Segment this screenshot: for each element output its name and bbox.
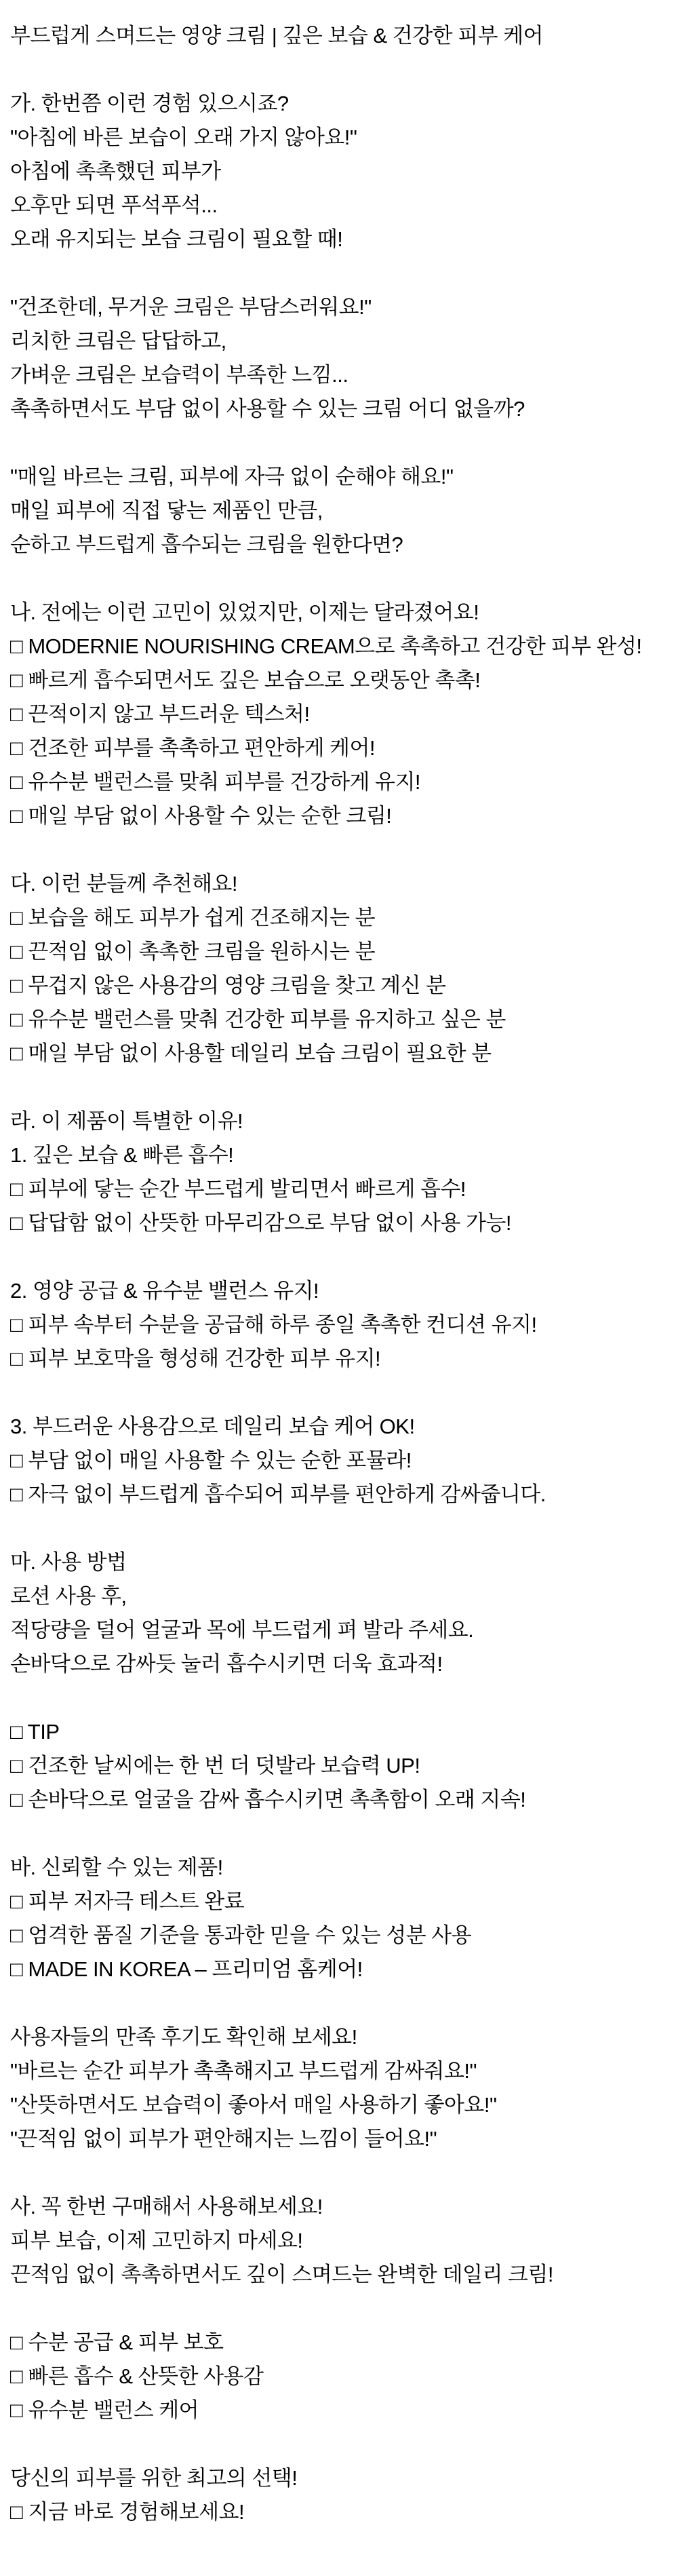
text-line: 당신의 피부를 위한 최고의 선택! xyxy=(10,2466,298,2490)
paragraph-ra-special-2 xyxy=(10,1274,668,1376)
text-line: □ 건조한 날씨에는 한 번 더 덧발라 보습력 UP! xyxy=(10,1754,420,1777)
text-line: 촉촉하면서도 부담 없이 사용할 수 있는 크림 어디 없을까? xyxy=(10,397,525,421)
text-line: 오후만 되면 푸석푸석... xyxy=(10,193,218,217)
text-line: 아침에 촉촉했던 피부가 xyxy=(10,159,221,183)
text-line: "끈적임 없이 피부가 편안해지는 느낌이 들어요!" xyxy=(10,2127,437,2151)
text-line: 피부 보습, 이제 고민하지 마세요! xyxy=(10,2229,303,2252)
text-line: □ MADE IN KOREA – 프리미엄 홈케어! xyxy=(10,1957,363,1981)
paragraph-na-solution xyxy=(10,596,668,833)
text-line: 바. 신뢰할 수 있는 제품! xyxy=(10,1856,223,1879)
paragraph-ra-special-1 xyxy=(10,1104,668,1240)
text-line: 오래 유지되는 보습 크림이 필요할 때! xyxy=(10,227,343,251)
text-line: 사용자들의 만족 후기도 확인해 보세요! xyxy=(10,2025,357,2049)
page-title: 부드럽게 스며드는 영양 크림 | 깊은 보습 & 건강한 피부 케어 xyxy=(10,24,544,47)
text-line: □ 피부 속부터 수분을 공급해 하루 종일 촉촉한 컨디션 유지! xyxy=(10,1313,537,1337)
text-line: □ 피부에 닿는 순간 부드럽게 발리면서 빠르게 흡수! xyxy=(10,1177,466,1201)
text-line: □ 빠른 흡수 & 산뜻한 사용감 xyxy=(10,2364,264,2388)
paragraph-ga-heavy-cream xyxy=(10,290,668,426)
paragraph-title xyxy=(10,19,668,53)
text-line: □ 엄격한 품질 기준을 통과한 믿을 수 있는 성분 사용 xyxy=(10,1923,472,1947)
text-line: □ 부담 없이 매일 사용할 수 있는 순한 포뮬라! xyxy=(10,1448,412,1472)
text-line: 1. 깊은 보습 & 빠른 흡수! xyxy=(10,1143,234,1167)
text-line: □ 무겁지 않은 사용감의 영양 크림을 찾고 계신 분 xyxy=(10,974,446,997)
text-line: 순하고 부드럽게 흡수되는 크림을 원한다면? xyxy=(10,533,403,556)
paragraph-ma-usage xyxy=(10,1545,668,1681)
text-line: 손바닥으로 감싸듯 눌러 흡수시키면 더욱 효과적! xyxy=(10,1652,443,1676)
text-line: 가벼운 크림은 보습력이 부족한 느낌... xyxy=(10,363,348,387)
text-line: "건조한데, 무거운 크림은 부담스러워요!" xyxy=(10,295,372,319)
text-line: □ 답답함 없이 산뜻한 마무리감으로 부담 없이 사용 가능! xyxy=(10,1211,512,1235)
text-line: 3. 부드러운 사용감으로 데일리 보습 케어 OK! xyxy=(10,1415,415,1438)
paragraph-closing xyxy=(10,2461,668,2529)
paragraph-ra-special-3 xyxy=(10,1410,668,1512)
text-line: 다. 이런 분들께 추천해요! xyxy=(10,872,238,896)
text-line: 적당량을 덜어 얼굴과 목에 부드럽게 펴 발라 주세요. xyxy=(10,1618,474,1642)
text-line: 마. 사용 방법 xyxy=(10,1550,127,1574)
text-line: 나. 전에는 이런 고민이 있었지만, 이제는 달라졌어요! xyxy=(10,600,479,624)
text-line: □ 끈적이지 않고 부드러운 텍스처! xyxy=(10,702,310,726)
text-line: □ 보습을 해도 피부가 쉽게 건조해지는 분 xyxy=(10,906,376,929)
text-line: □ 지금 바로 경험해보세요! xyxy=(10,2500,245,2524)
text-line: □ 자극 없이 부드럽게 흡수되어 피부를 편안하게 감싸줍니다. xyxy=(10,1482,546,1506)
text-line: □ 수분 공급 & 피부 보호 xyxy=(10,2330,224,2354)
text-line: 가. 한번쯤 이런 경험 있으시죠? xyxy=(10,92,289,115)
text-line: □ 매일 부담 없이 사용할 수 있는 순한 크림! xyxy=(10,804,392,828)
text-line: □ 피부 보호막을 형성해 건강한 피부 유지! xyxy=(10,1347,381,1370)
paragraph-ga-experience xyxy=(10,87,668,256)
text-line: 리치한 크림은 답답하고, xyxy=(10,329,226,353)
paragraph-reviews xyxy=(10,2020,668,2156)
text-line: □ 매일 부담 없이 사용할 데일리 보습 크림이 필요한 분 xyxy=(10,1041,492,1065)
text-line: 매일 피부에 직접 닿는 제품인 만큼, xyxy=(10,499,323,522)
text-line: 로션 사용 후, xyxy=(10,1584,127,1608)
text-line: "바르는 순간 피부가 촉촉해지고 부드럽게 감싸줘요!" xyxy=(10,2059,477,2083)
text-line: "매일 바르는 크림, 피부에 자극 없이 순해야 해요!" xyxy=(10,465,454,488)
text-line: □ 손바닥으로 얼굴을 감싸 흡수시키면 촉촉함이 오래 지속! xyxy=(10,1788,526,1811)
paragraph-ga-mild-daily xyxy=(10,460,668,562)
text-line: □ 유수분 밸런스를 맞춰 건강한 피부를 유지하고 싶은 분 xyxy=(10,1007,506,1031)
text-line: □ 유수분 밸런스 케어 xyxy=(10,2398,199,2422)
paragraph-tip xyxy=(10,1715,668,1817)
text-line: "산뜻하면서도 보습력이 좋아서 매일 사용하기 좋아요!" xyxy=(10,2093,497,2117)
paragraph-benefits-summary xyxy=(10,2326,668,2427)
text-line: □ TIP xyxy=(10,1720,60,1744)
text-line: □ 빠르게 흡수되면서도 깊은 보습으로 오랫동안 촉촉! xyxy=(10,668,481,692)
text-line: 2. 영양 공급 & 유수분 밸런스 유지! xyxy=(10,1279,319,1303)
text-line: □ 건조한 피부를 촉촉하고 편안하게 케어! xyxy=(10,736,376,760)
text-line: "아침에 바른 보습이 오래 가지 않아요!" xyxy=(10,126,357,149)
paragraph-sa-cta xyxy=(10,2190,668,2292)
text-line: □ MODERNIE NOURISHING CREAM으로 촉촉하고 건강한 피부 완성! xyxy=(10,634,642,658)
paragraph-ba-trust xyxy=(10,1851,668,1986)
text-line: 라. 이 제품이 특별한 이유! xyxy=(10,1109,243,1133)
paragraph-da-recommend xyxy=(10,867,668,1071)
text-line: □ 유수분 밸런스를 맞춰 피부를 건강하게 유지! xyxy=(10,770,421,794)
text-line: 사. 꼭 한번 구매해서 사용해보세요! xyxy=(10,2195,323,2218)
text-line: □ 피부 저자극 테스트 완료 xyxy=(10,1889,245,1913)
text-line: 끈적임 없이 촉촉하면서도 깊이 스며드는 완벽한 데일리 크림! xyxy=(10,2263,554,2286)
text-line: □ 끈적임 없이 촉촉한 크림을 원하시는 분 xyxy=(10,940,376,963)
